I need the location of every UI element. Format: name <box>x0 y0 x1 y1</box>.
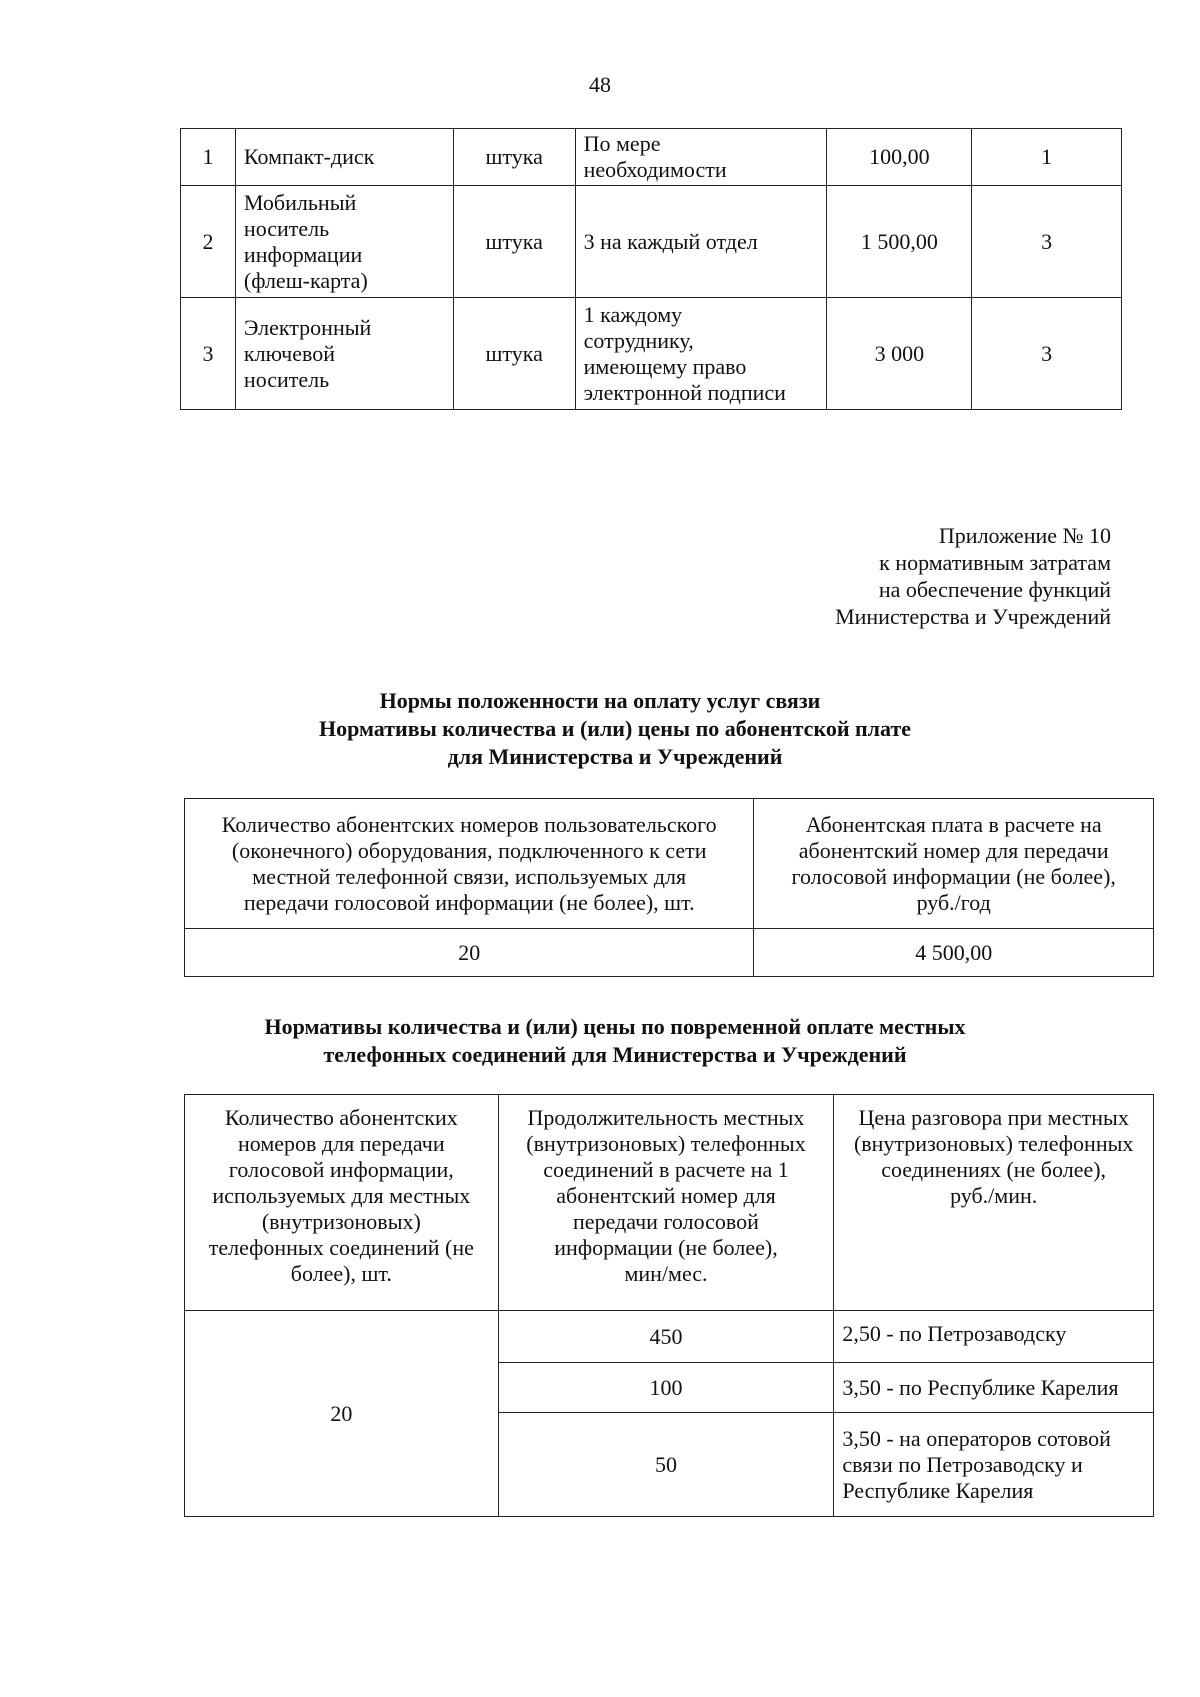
row-number: 1 <box>181 129 236 186</box>
appendix-line: на обеспечение функций <box>878 577 1111 602</box>
header-line: информации (не более), <box>554 1235 778 1260</box>
item-unit: штука <box>453 298 575 410</box>
header-line: передачи голосовой <box>573 1209 759 1234</box>
heading-line: Нормативы количества и (или) цены по повременной оплате местных <box>264 1014 966 1039</box>
minutes-value: 50 <box>498 1413 834 1517</box>
page-number: 48 <box>589 72 611 97</box>
header-subscriber-count <box>185 799 754 929</box>
header-line: Количество абонентских <box>224 1105 458 1130</box>
header-line: Количество абонентских номеров пользовательского <box>221 811 717 837</box>
item-qty: 3 <box>972 186 1122 298</box>
equipment-table <box>180 128 1122 410</box>
price-line: 2,50 - по Петрозаводску <box>842 1321 1067 1346</box>
price-line: Республике Карелия <box>842 1477 1034 1503</box>
item-name <box>235 298 453 410</box>
heading-line: Нормативы количества и (или) цены по абонентской плате <box>318 716 912 741</box>
price-line: 3,50 - по Республике Карелия <box>842 1374 1119 1400</box>
table-header-row <box>185 799 1154 929</box>
appendix-line: к нормативным затратам <box>879 550 1111 575</box>
item-price: 1 500,00 <box>827 186 972 298</box>
header-line: руб./мин. <box>950 1183 1038 1208</box>
call-price-value <box>834 1363 1154 1413</box>
header-call-duration <box>498 1095 834 1311</box>
header-line: (внутризоновых) <box>261 1209 421 1234</box>
section2-heading <box>0 1013 1200 1069</box>
heading-line: для Министерства и Учреждений <box>447 744 783 769</box>
norm-line: сотруднику, <box>583 327 694 353</box>
header-line: Цена разговора при местных <box>858 1105 1129 1130</box>
price-line: 3,50 - на операторов сотовой <box>842 1425 1111 1451</box>
header-call-price <box>834 1095 1154 1311</box>
header-line: более), шт. <box>290 1261 392 1286</box>
header-line: абонентский номер для передачи <box>798 837 1109 863</box>
header-line: телефонных соединений (не <box>208 1235 474 1260</box>
item-name-line: Мобильный <box>243 189 357 215</box>
norm-line: имеющему право <box>583 353 747 379</box>
header-line: Продолжительность местных <box>527 1105 805 1130</box>
item-price: 3 000 <box>827 298 972 410</box>
row-number: 3 <box>181 298 236 410</box>
section1-heading <box>0 687 1200 771</box>
header-line: номеров для передачи <box>238 1131 445 1156</box>
row-number: 2 <box>181 186 236 298</box>
appendix-line: Приложение № 10 <box>938 523 1111 548</box>
item-name-line: носитель <box>243 215 330 241</box>
header-line: передачи голосовой информации (не более), шт. <box>243 889 695 915</box>
header-line: соединениях (не более), <box>881 1157 1107 1182</box>
item-name-line: Компакт-диск <box>243 144 375 169</box>
local-calls-table <box>184 1094 1154 1517</box>
item-name <box>235 186 453 298</box>
header-line: местной телефонной связи, используемых для <box>252 863 687 889</box>
call-price-value <box>834 1413 1154 1517</box>
header-line: голосовой информации (не более), <box>791 863 1116 889</box>
header-line: используемых для местных <box>212 1183 471 1208</box>
table-row <box>181 129 1122 186</box>
call-price-value <box>834 1311 1154 1363</box>
price-line: связи по Петрозаводску и <box>842 1451 1083 1477</box>
table-header-row <box>185 1095 1154 1311</box>
header-line: (оконечного) оборудования, подключенного к сети <box>231 837 707 863</box>
item-unit: штука <box>453 186 575 298</box>
item-norm <box>575 298 827 410</box>
item-qty: 1 <box>972 129 1122 186</box>
header-line: (внутризоновых) телефонных <box>853 1131 1134 1156</box>
header-line: голосовой информации, <box>228 1157 454 1182</box>
item-name-line: ключевой <box>243 340 336 366</box>
norm-line: необходимости <box>583 157 727 182</box>
subscriber-count-value: 20 <box>185 929 754 977</box>
header-line: мин/мес. <box>624 1261 708 1286</box>
table-row <box>185 1311 1154 1363</box>
norm-line: По мере <box>583 131 661 156</box>
table-row <box>185 929 1154 977</box>
item-name <box>235 129 453 186</box>
item-name-line: информации <box>243 241 363 267</box>
minutes-value: 100 <box>498 1363 834 1413</box>
item-price: 100,00 <box>827 129 972 186</box>
appendix-block <box>835 522 1111 630</box>
table-row <box>181 298 1122 410</box>
norm-line: 1 каждому <box>583 301 683 327</box>
minutes-value: 450 <box>498 1311 834 1363</box>
subscription-fee-table <box>184 798 1154 977</box>
table-row <box>181 186 1122 298</box>
subscriber-count-value: 20 <box>185 1311 499 1517</box>
item-unit: штука <box>453 129 575 186</box>
norm-line: 3 на каждый отдел <box>583 228 758 254</box>
header-subscription-fee <box>754 799 1154 929</box>
header-line: (внутризоновых) телефонных <box>526 1131 806 1156</box>
subscription-fee-value: 4 500,00 <box>754 929 1154 977</box>
header-line: Абонентская плата в расчете на <box>805 811 1102 837</box>
header-line: абонентский номер для <box>556 1183 776 1208</box>
norm-line: электронной подписи <box>583 379 786 405</box>
item-name-line: (флеш-карта) <box>243 267 368 293</box>
item-qty: 3 <box>972 298 1122 410</box>
item-norm <box>575 186 827 298</box>
heading-line: Нормы положенности на оплату услуг связи <box>379 688 821 713</box>
header-line: соединений в расчете на 1 <box>543 1157 789 1182</box>
heading-line: телефонных соединений для Министерства и Учреждений <box>323 1042 907 1067</box>
item-norm <box>575 129 827 186</box>
item-name-line: носитель <box>243 366 330 392</box>
appendix-line: Министерства и Учреждений <box>835 604 1111 629</box>
item-name-line: Электронный <box>243 314 372 340</box>
header-subscriber-count <box>185 1095 499 1311</box>
header-line: руб./год <box>916 889 991 915</box>
